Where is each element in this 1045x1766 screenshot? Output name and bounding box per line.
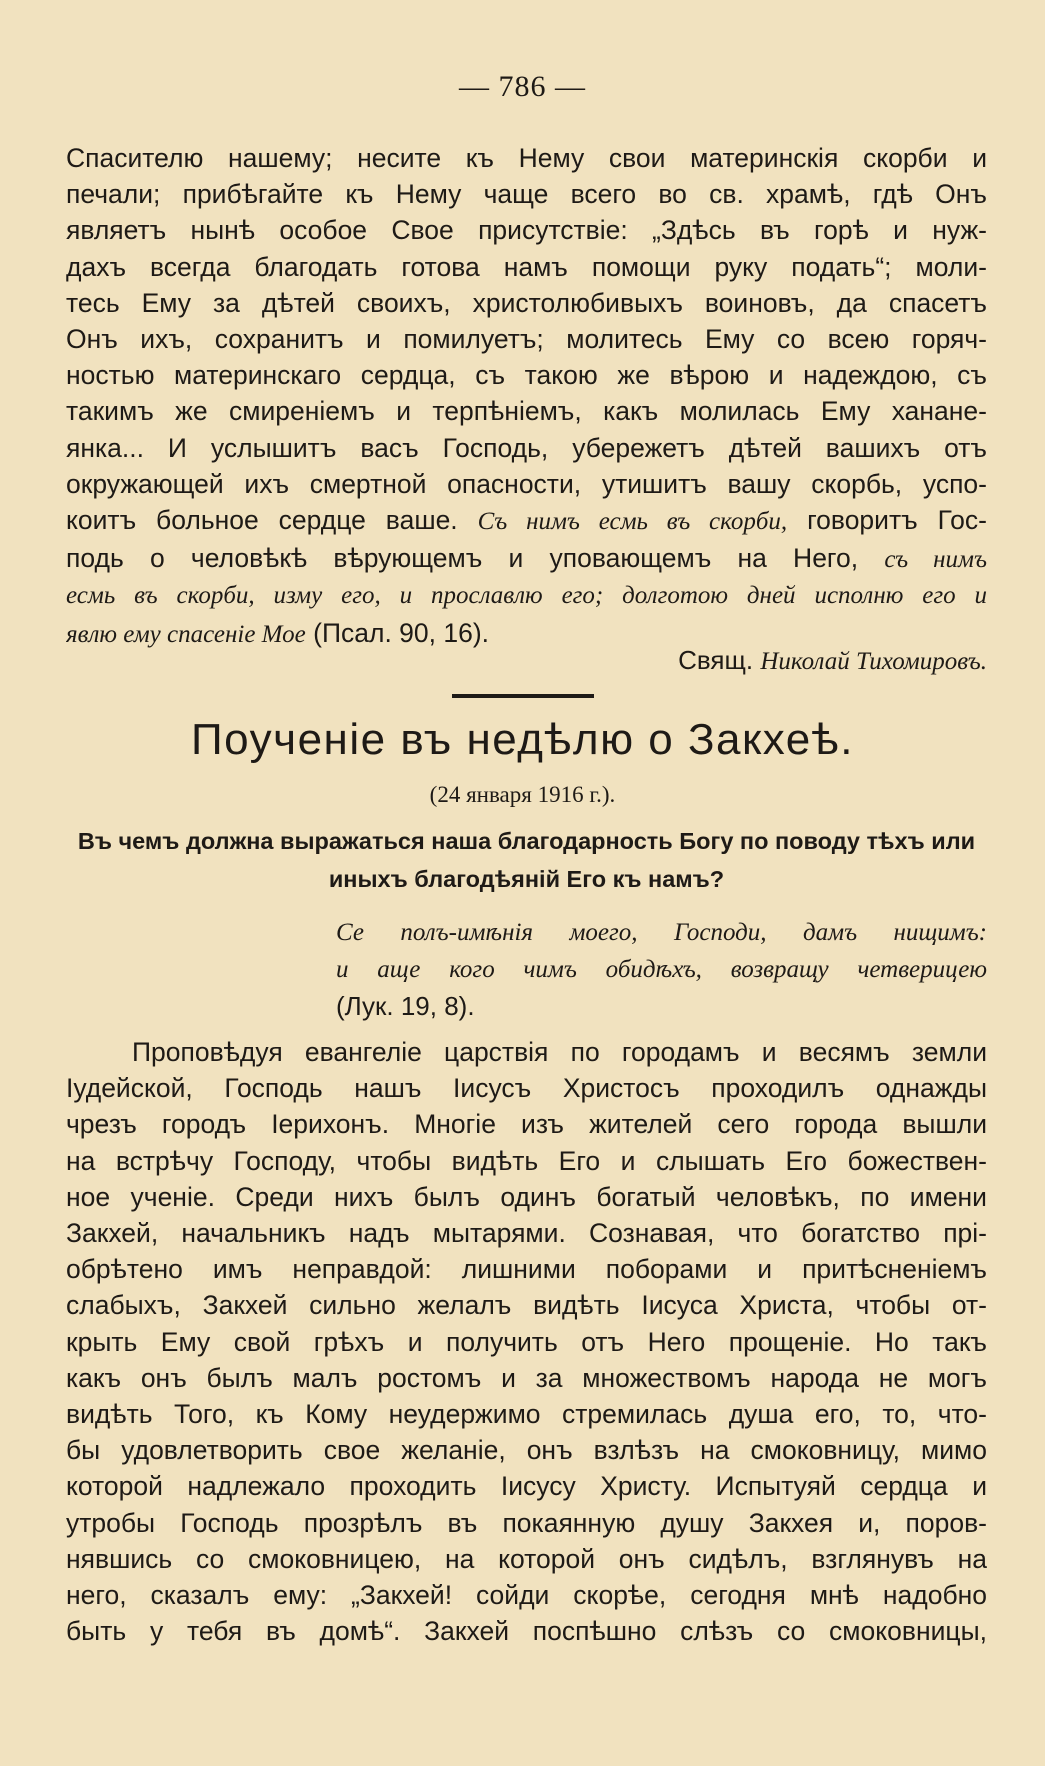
scripture-reference: (Псал. 90, 16). (313, 617, 490, 648)
text-line: ное ученіе. Среди нихъ былъ одинъ богатый человѣкъ, по имени (66, 1181, 987, 1212)
text-segment: подь о человѣкѣ вѣрующемъ и уповающемъ на Него, (66, 543, 859, 574)
sermon-continuation (66, 140, 987, 653)
subtitle-line: иныхъ благодѣяній Его къ намъ? (328, 866, 725, 892)
text-line: него, сказалъ ему: „Закхей! сойди скорѣе, сегодня мнѣ надобно (66, 1580, 987, 1611)
subtitle-line: Въ чемъ должна выражаться наша благодарность Богу по поводу тѣхъ или (77, 828, 976, 854)
text-line: какъ онъ былъ малъ ростомъ и за множествомъ народа не могъ (66, 1362, 987, 1393)
epigraph-line: и аще кого чимъ обидѣхъ, возвращу четверицею (336, 956, 987, 983)
text-line: бы удовлетворить свое желаніе, онъ взлѣзъ на смоковницу, мимо (66, 1435, 987, 1466)
text-line: Онъ ихъ, сохранитъ и помилуетъ; молитесь Ему со всею горяч- (66, 324, 987, 355)
text-line: ностью материнскаго сердца, съ такою же вѣрою и надеждою, съ (66, 360, 987, 391)
text-line: обрѣтено имъ неправдой: лишними поборами и притѣсненіемъ (66, 1254, 987, 1285)
text-segment: коитъ больное сердце ваше. (66, 505, 458, 536)
text-line: утробы Господь прозрѣлъ въ покаянную душу Закхея и, поров- (66, 1507, 987, 1538)
text-line: на встрѣчу Господу, чтобы видѣть Его и слышать Его божествен- (66, 1145, 987, 1176)
text-segment: говоритъ Гос- (807, 505, 987, 536)
author-signature (678, 645, 987, 676)
text-line: которой надлежало проходить Іисусу Христу. Испытуяй сердца и (66, 1471, 987, 1502)
text-line: быть у тебя въ домѣ“. Закхей поспѣшно слѣзъ со смоковницы, (66, 1616, 987, 1647)
sermon-body (66, 1034, 987, 1649)
text-line-mixed (66, 502, 987, 540)
epigraph-line: Се полъ-имѣнія моего, Господи, дамъ нищимъ: (336, 919, 987, 946)
text-line: Іудейской, Господь нашъ Іисусъ Христосъ проходилъ однажды (66, 1073, 987, 1104)
text-line: печали; прибѣгайте къ Нему чаще всего во св. храмѣ, гдѣ Онъ (66, 179, 987, 210)
sermon-subtitle (66, 822, 987, 898)
text-line: нявшись со смоковницею, на которой онъ сидѣлъ, взглянувъ на (66, 1543, 987, 1574)
scripture-quote: съ нимъ (884, 546, 987, 574)
text-line: являетъ нынѣ особое Свое присутствіе: „Здѣсь въ горѣ и нуж- (66, 215, 987, 246)
text-line: янка... И услышитъ васъ Господь, убережетъ дѣтей вашихъ отъ (66, 432, 987, 463)
text-line: дахъ всегда благодать готова намъ помощи руку подать“; моли- (66, 251, 987, 282)
page-number: — 786 — (459, 70, 586, 103)
epigraph (336, 914, 987, 1026)
sermon-title: Поученіе въ недѣлю о Закхеѣ. (191, 715, 854, 764)
scripture-quote: Съ нимъ есмь въ скорби, (477, 508, 788, 536)
text-line: Проповѣдуя евангеліе царствія по городамъ и весямъ земли (132, 1037, 987, 1067)
text-line-mixed (66, 540, 987, 578)
signature-prefix: Свящ. (678, 645, 754, 675)
scripture-quote: явлю ему спасеніе Мое (66, 620, 306, 648)
text-line: тесь Ему за дѣтей своихъ, христолюбивыхъ воиновъ, да спасетъ (66, 287, 987, 318)
text-line: видѣть Того, къ Кому неудержимо стремилась душа его, то, что- (66, 1399, 987, 1430)
text-line: чрезъ городъ Іерихонъ. Многіе изъ жителей сего города вышли (66, 1109, 987, 1140)
epigraph-reference: (Лук. 19, 8). (336, 991, 475, 1021)
text-line: окружающей ихъ смертной опасности, утишитъ вашу скорбь, успо- (66, 468, 987, 499)
sermon-date: (24 января 1916 г.). (429, 782, 616, 807)
text-line: такимъ же смиреніемъ и терпѣніемъ, какъ молилась Ему ханане- (66, 396, 987, 427)
text-line: Закхей, начальникъ надъ мытарями. Сознавая, что богатство прі- (66, 1218, 987, 1249)
section-divider (452, 694, 594, 698)
text-line: слабыхъ, Закхей сильно желалъ видѣть Іисуса Христа, чтобы от- (66, 1290, 987, 1321)
scripture-quote-line: есмь въ скорби, изму его, и прославлю его; долготою дней исполню его и (66, 582, 987, 610)
text-line: крыть Ему свой грѣхъ и получить отъ Него прощеніе. Но такъ (66, 1326, 987, 1357)
signature-name: Николай Тихомировъ. (760, 648, 987, 675)
text-line: Спасителю нашему; несите къ Нему свои материнскія скорби и (66, 143, 987, 173)
